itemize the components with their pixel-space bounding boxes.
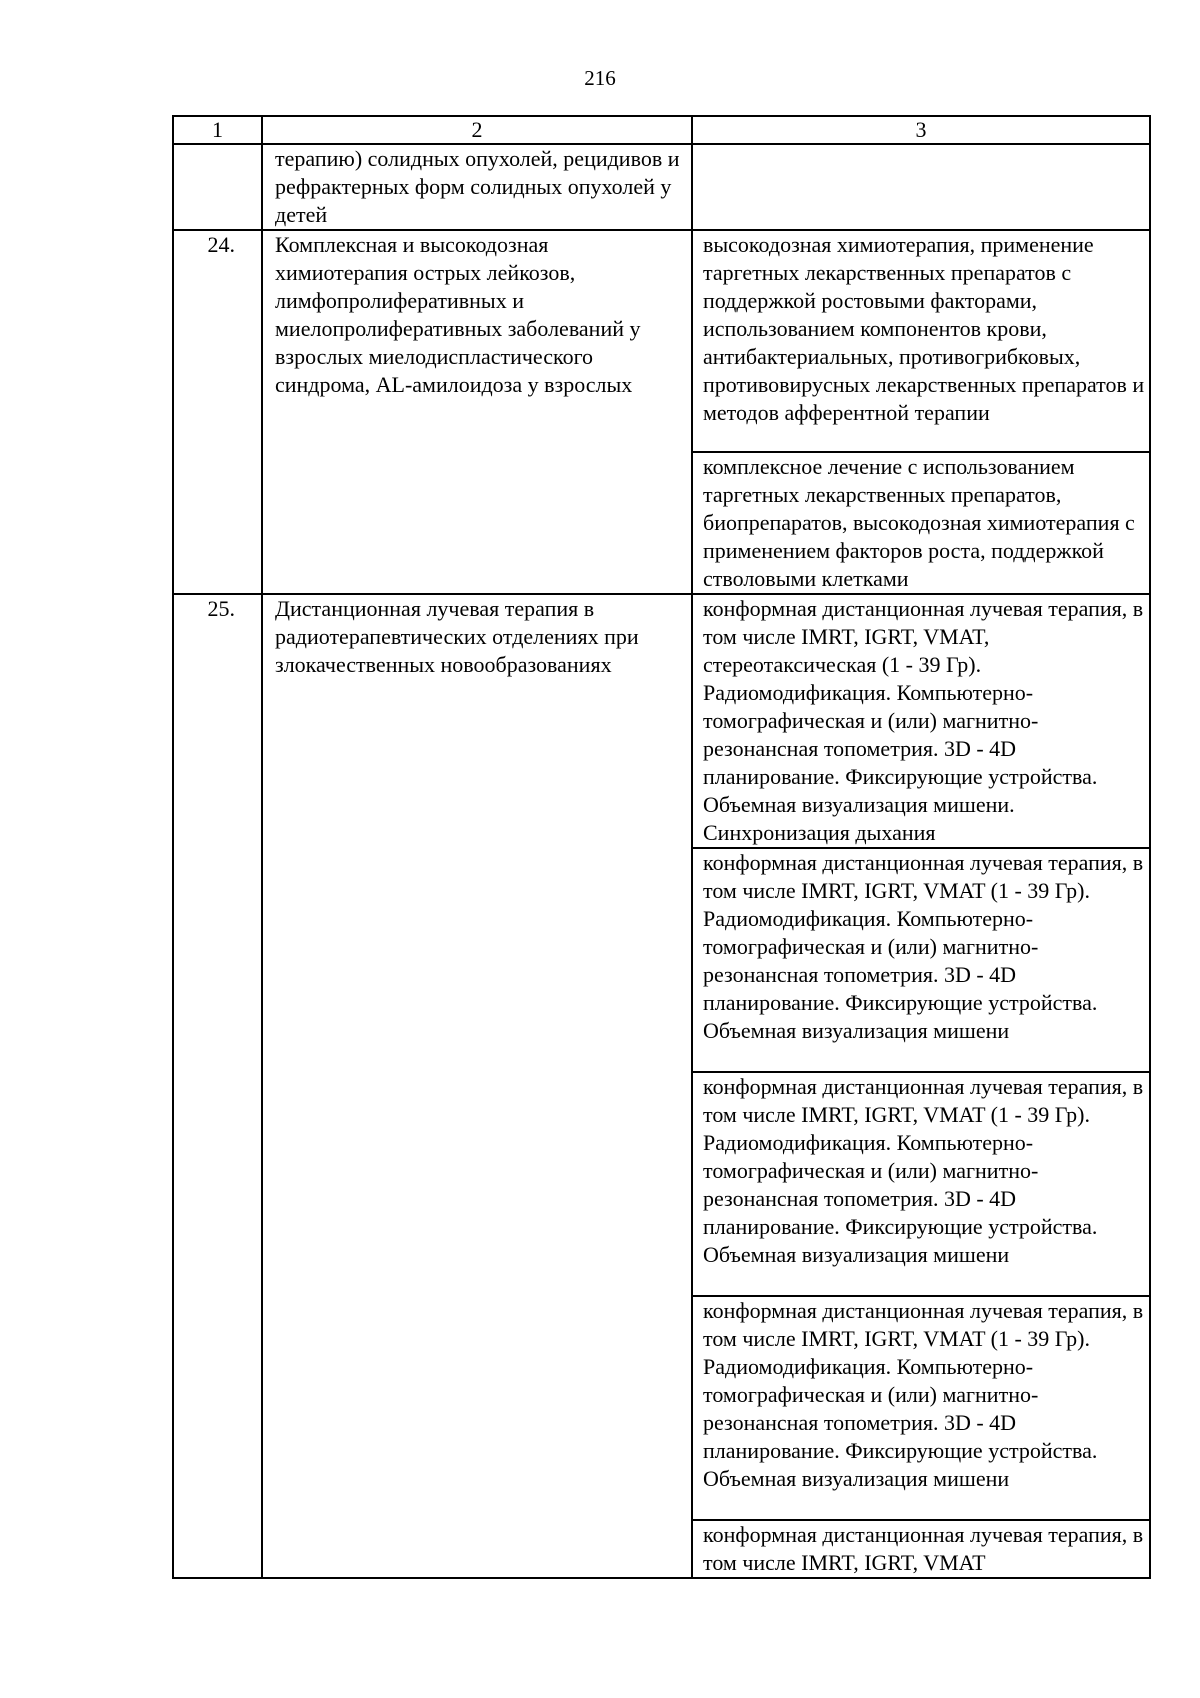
column-header-3: 3 [692,116,1150,144]
table-row-25 [173,594,1150,848]
row-description-cell: Комплексная и высокодозная химиотерапия острых лейкозов, лимфопролиферативных и миелопролиферативных заболеваний у взрослых миелодиспластического синдрома, AL-амилоидоза у взрослых [262,230,692,594]
treatment-table [172,115,1151,1579]
row-number-cell: 24. [173,230,262,594]
row-description-cell: Дистанционная лучевая терапия в радиотерапевтических отделениях при злокачественных новообразованиях [262,594,692,1578]
column-header-1: 1 [173,116,262,144]
row-number-cell: 25. [173,594,262,1578]
row-method-cell: конформная дистанционная лучевая терапия, в том числе IMRT, IGRT, VMAT (1 - 39 Гр). Радиомодификация. Компьютерно-томографическая и (или) магнитно-резонансная топометрия. 3D - 4D планирование. Фиксирующие устройства. Объемная визуализация мишени [692,1072,1150,1296]
row-method-cell: конформная дистанционная лучевая терапия, в том числе IMRT, IGRT, VMAT, стереотаксическая (1 - 39 Гр). Радиомодификация. Компьютерно-томографическая и (или) магнитно-резонансная топометрия. 3D - 4D планирование. Фиксирующие устройства. Объемная визуализация мишени. Синхронизация дыхания [692,594,1150,848]
table-row-continued [173,144,1150,230]
row-number-cell [173,144,262,230]
row-description-cell: терапию) солидных опухолей, рецидивов и рефрактерных форм солидных опухолей у детей [262,144,692,230]
table-header-row [173,116,1150,144]
row-method-cell: конформная дистанционная лучевая терапия, в том числе IMRT, IGRT, VMAT (1 - 39 Гр). Радиомодификация. Компьютерно-томографическая и (или) магнитно-резонансная топометрия. 3D - 4D планирование. Фиксирующие устройства. Объемная визуализация мишени [692,1296,1150,1520]
row-method-cell [692,144,1150,230]
row-method-cell: комплексное лечение с использованием таргетных лекарственных препаратов, биопрепаратов, высокодозная химиотерапия с применением факторов роста, поддержкой стволовыми клетками [692,452,1150,594]
column-header-2: 2 [262,116,692,144]
row-method-cell: конформная дистанционная лучевая терапия, в том числе IMRT, IGRT, VMAT (1 - 39 Гр). Радиомодификация. Компьютерно-томографическая и (или) магнитно-резонансная топометрия. 3D - 4D планирование. Фиксирующие устройства. Объемная визуализация мишени [692,848,1150,1072]
row-method-cell: конформная дистанционная лучевая терапия, в том числе IMRT, IGRT, VMAT [692,1520,1150,1578]
page-number: 216 [584,66,616,90]
table-row-24 [173,230,1150,452]
row-method-cell: высокодозная химиотерапия, применение таргетных лекарственных препаратов с поддержкой ростовыми факторами, использованием компонентов крови, антибактериальных, противогрибковых, противовирусных лекарственных препаратов и методов афферентной терапии [692,230,1150,452]
